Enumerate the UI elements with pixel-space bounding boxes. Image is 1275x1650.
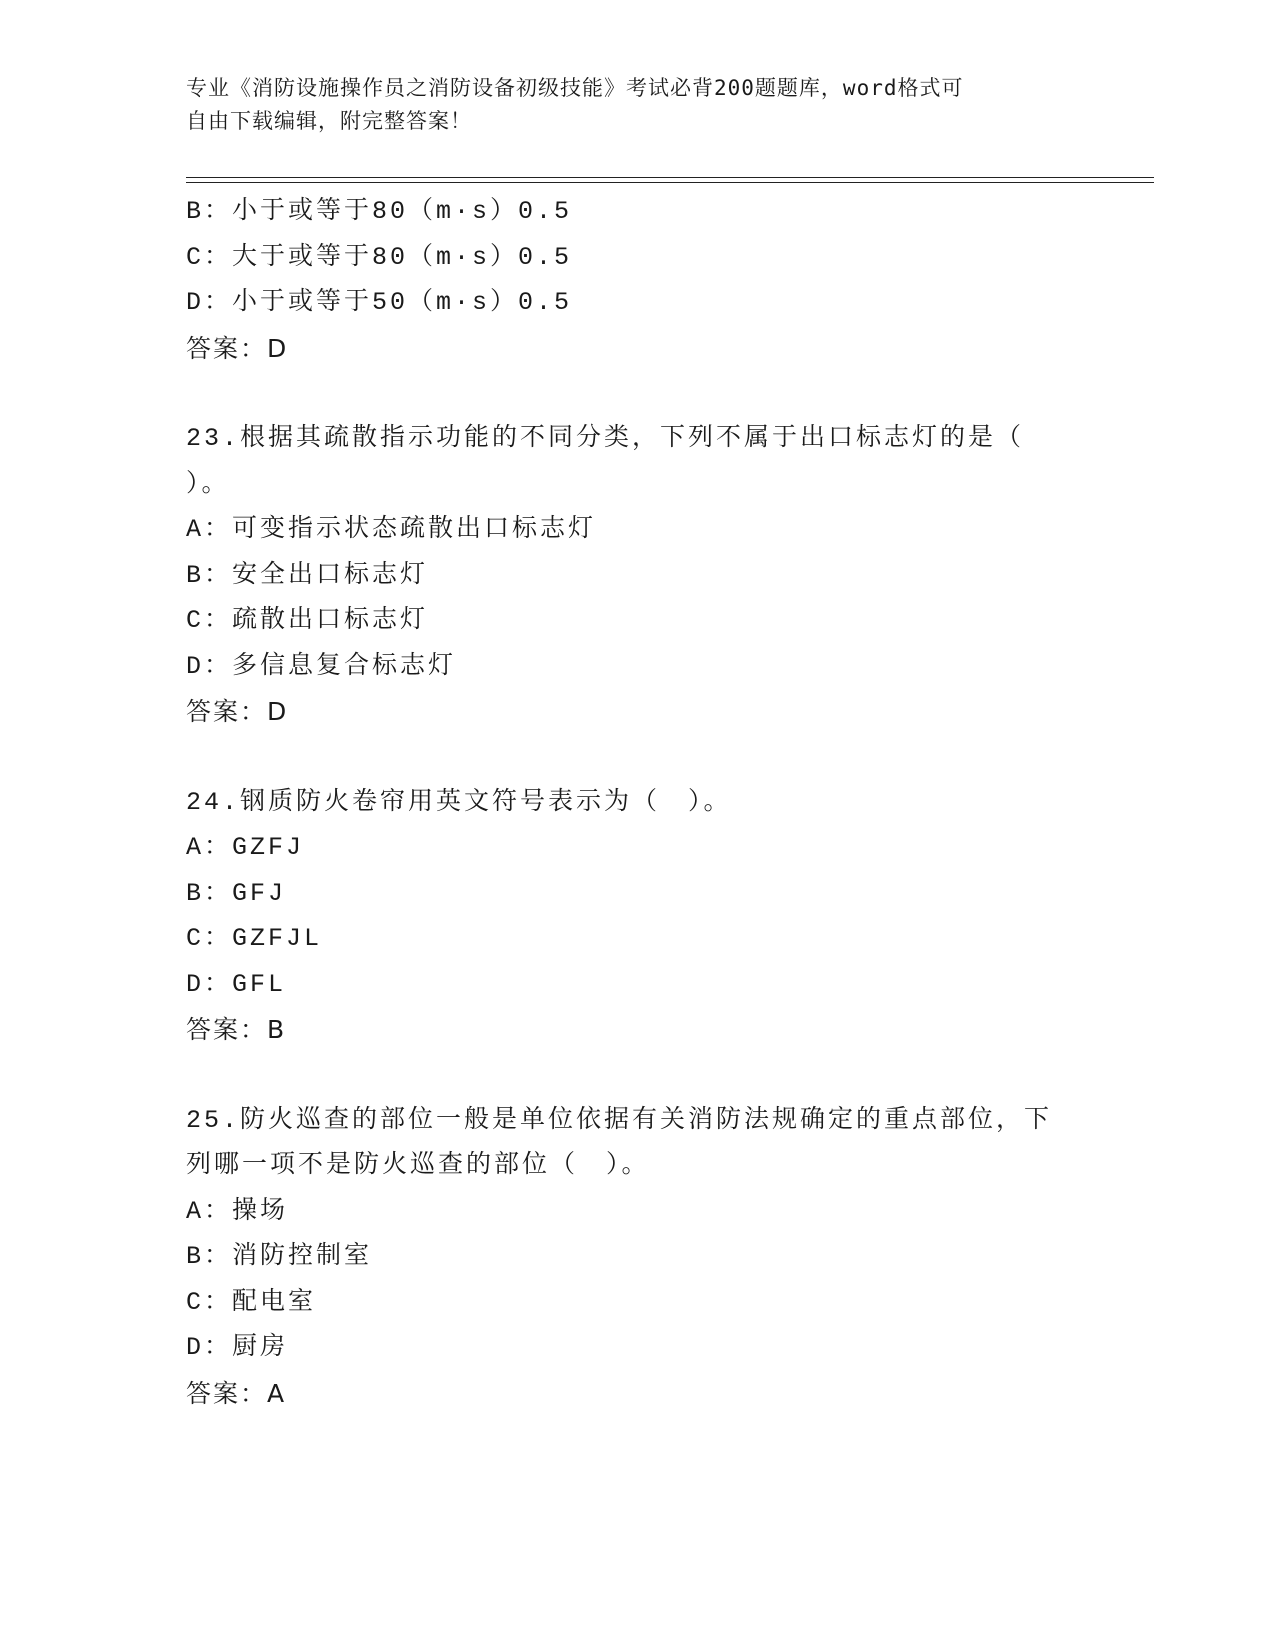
option-c: C：GZFJL xyxy=(186,924,323,953)
option-d: D：多信息复合标志灯 xyxy=(186,651,457,681)
answer: 答案：D xyxy=(186,333,289,363)
header-title-line-1: 专业《消防设施操作员之消防设备初级技能》考试必背200题题库，word格式可 xyxy=(186,76,964,100)
question-stem: 23.根据其疏散指示功能的不同分类，下列不属于出口标志灯的是（ ）。 xyxy=(186,424,1081,499)
answer: 答案：B xyxy=(186,1015,287,1044)
option-c: C：大于或等于80（m·s）0.5 xyxy=(186,242,573,272)
question-22-continued xyxy=(186,189,1086,371)
page-header xyxy=(186,72,1066,138)
question-stem: 24.钢质防火卷帘用英文符号表示为（ ）。 xyxy=(186,787,732,817)
option-d: D：厨房 xyxy=(186,1333,289,1362)
option-d: D：小于或等于50（m·s）0.5 xyxy=(186,288,573,317)
option-b: B：消防控制室 xyxy=(186,1242,373,1271)
option-b: B：GFJ xyxy=(186,878,287,908)
option-d: D：GFL xyxy=(186,969,287,999)
option-c: C：疏散出口标志灯 xyxy=(186,606,429,635)
question-stem: 25.防火巡查的部位一般是单位依据有关消防法规确定的重点部位，下列哪一项不是防火巡查的部位（ ）。 xyxy=(186,1105,1053,1180)
header-title-line-2: 自由下载编辑，附完整答案！ xyxy=(186,109,472,133)
option-c: C：配电室 xyxy=(186,1287,317,1317)
question-25 xyxy=(186,1098,1086,1417)
question-list xyxy=(186,189,1086,1416)
answer: 答案：A xyxy=(186,1378,287,1408)
option-a: A：GZFJ xyxy=(186,833,305,862)
question-23 xyxy=(186,416,1086,735)
option-a: A：操场 xyxy=(186,1196,289,1226)
spacer xyxy=(186,735,1086,780)
question-24 xyxy=(186,780,1086,1053)
option-b: B：小于或等于80（m·s）0.5 xyxy=(186,197,573,226)
header-divider xyxy=(186,177,1154,183)
spacer xyxy=(186,1053,1086,1098)
answer: 答案：D xyxy=(186,697,289,726)
option-b: B：安全出口标志灯 xyxy=(186,560,429,590)
option-a: A：可变指示状态疏散出口标志灯 xyxy=(186,515,597,544)
spacer xyxy=(186,371,1086,416)
